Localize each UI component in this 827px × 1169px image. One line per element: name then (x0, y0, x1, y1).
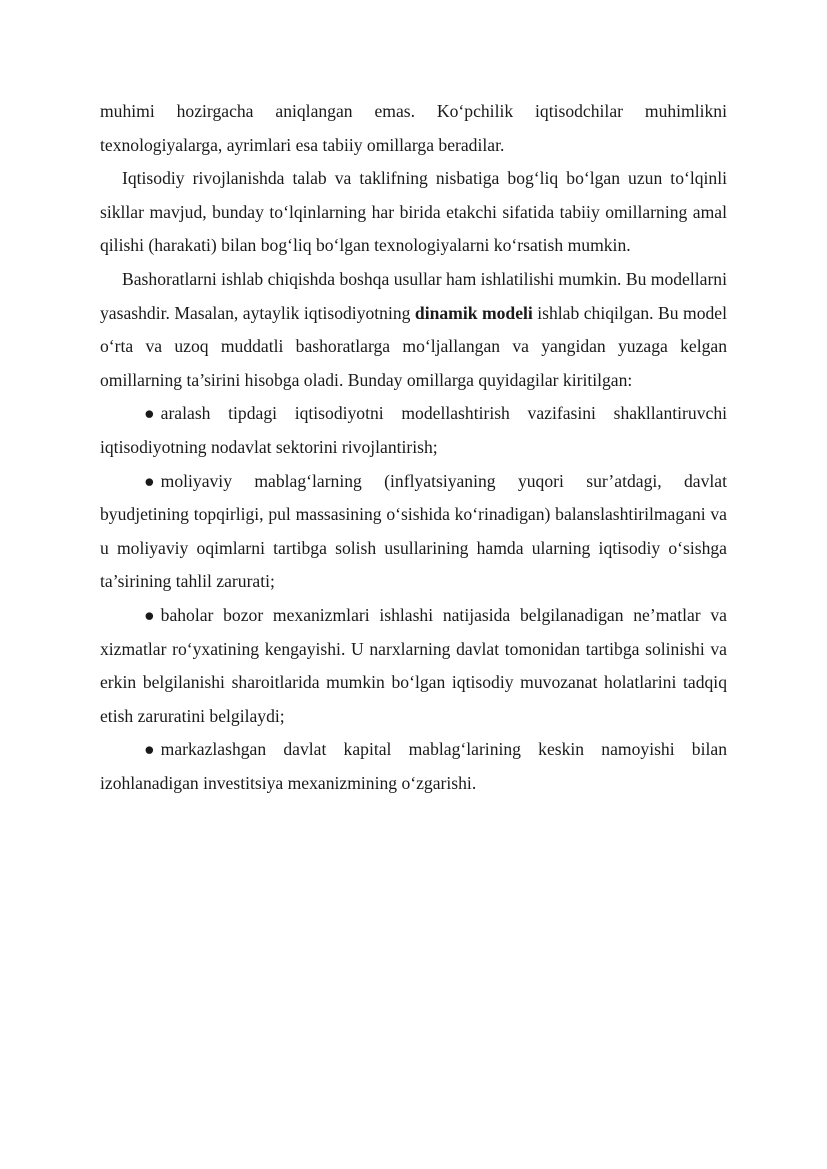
paragraph-dynamic-model (100, 263, 727, 397)
bullet-item-2 (100, 465, 727, 599)
bullet-item-text: markazlashgan davlat kapital mablag‘larining keskin namoyishi bilan izohlanadigan investitsiya mexanizmining o‘zgarishi. (100, 739, 727, 793)
bullet-item-4 (100, 733, 727, 800)
bullet-icon: ● (144, 470, 155, 491)
bullet-item-text: aralash tipdagi iqtisodiyotni modellashtirish vazifasini shakllantiruvchi iqtisodiyotning nodavlat sektorini rivojlantirish; (100, 403, 727, 457)
bullet-icon: ● (144, 403, 155, 424)
bullet-icon: ● (144, 739, 155, 760)
bullet-item-3 (100, 599, 727, 733)
document-page (100, 95, 727, 800)
bullet-icon: ● (144, 604, 155, 625)
bullet-item-text: baholar bozor mexanizmlari ishlashi natijasida belgilanadigan ne’matlar va xizmatlar ro‘yxatining kengayishi. U narxlarning davlat tomonidan tartibga solinishi va erkin belgilanishi sharoitlarida mumkin bo‘lgan iqtisodiy muvozanat holatlarini tadqiq etish zaruratini belgilaydi; (100, 604, 727, 726)
dynamic-model-term: dinamik modeli (414, 302, 533, 323)
paragraph-continuation: muhimi hozirgacha aniqlangan emas. Ko‘pchilik iqtisodchilar muhimlikni texnologiyalarga, ayrimlari esa tabiiy omillarga beradilar. (100, 101, 727, 155)
paragraph-dynamic-model-text-2: ishlab chiqilgan. Bu model o‘rta va uzoq muddatli bashoratlarga mo‘ljallangan va yangidan yuzaga kelgan omillarning ta’sirini hisobga oladi. Bunday omillarga quyidagilar kiritilgan: (100, 302, 727, 390)
paragraph-long-waves: Iqtisodiy rivojlanishda talab va taklifning nisbatiga bog‘liq bo‘lgan uzun to‘lqinli sikllar mavjud, bunday to‘lqinlarning har birida etakchi sifatida tabiiy omillarning amal qilishi (harakati) bilan bog‘liq bo‘lgan texnologiyalarni ko‘rsatish mumkin. (100, 168, 727, 256)
paragraph-dynamic-model-text-1: Bashoratlarni ishlab chiqishda boshqa usullar ham ishlatilishi mumkin. Bu modellarni yasashdir. Masalan, aytaylik iqtisodiyotning (100, 268, 727, 323)
bullet-item-1 (100, 397, 727, 464)
bullet-item-text: moliyaviy mablag‘larning (inflyatsiyaning yuqori sur’atdagi, davlat byudjetining topqirligi, pul massasining o‘sishida ko‘rinadigan) balanslashtirilmagani va u moliyaviy oqimlarni tartibga solish usullarining hamda ularning iqtisodiy o‘sishga ta’sirining tahlil zarurati; (100, 470, 727, 592)
